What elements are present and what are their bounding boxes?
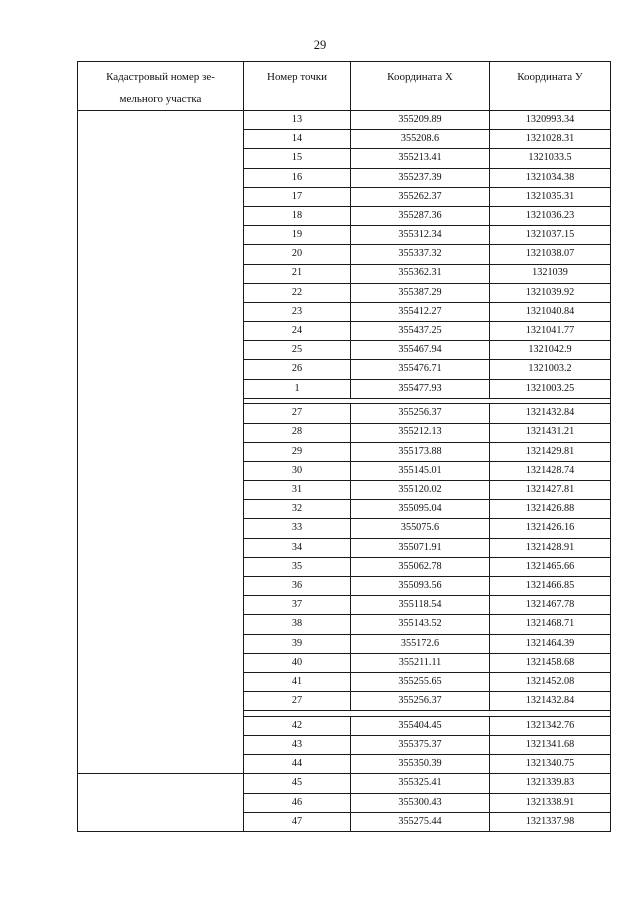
coordinate-y-cell: 1321036.23 xyxy=(490,206,611,225)
point-number-cell: 13 xyxy=(244,111,351,130)
coordinate-y-cell: 1321342.76 xyxy=(490,716,611,735)
coordinate-y-cell: 1321427.81 xyxy=(490,481,611,500)
coordinate-y-cell: 1321339.83 xyxy=(490,774,611,793)
point-number-cell: 42 xyxy=(244,716,351,735)
coordinate-x-cell: 355172.6 xyxy=(351,634,490,653)
coordinate-y-cell: 1321426.88 xyxy=(490,500,611,519)
coordinate-x-cell: 355062.78 xyxy=(351,557,490,576)
page-number: 29 xyxy=(313,38,327,52)
coordinate-x-cell: 355375.37 xyxy=(351,736,490,755)
coordinate-x-cell: 355212.13 xyxy=(351,423,490,442)
coordinate-x-cell: 355093.56 xyxy=(351,577,490,596)
coordinate-y-cell: 1321338.91 xyxy=(490,793,611,812)
header-point-number: Номер точки xyxy=(244,62,351,111)
coordinate-x-cell: 355213.41 xyxy=(351,149,490,168)
point-number-cell: 47 xyxy=(244,812,351,831)
table-header-row xyxy=(78,62,611,111)
coordinate-y-cell: 1321428.74 xyxy=(490,461,611,480)
point-number-cell: 37 xyxy=(244,596,351,615)
coordinates-table xyxy=(77,61,611,832)
coordinate-y-cell: 1321037.15 xyxy=(490,226,611,245)
coordinate-x-cell: 355404.45 xyxy=(351,716,490,735)
table-body xyxy=(78,111,611,832)
point-number-cell: 24 xyxy=(244,322,351,341)
coordinate-x-cell: 355337.32 xyxy=(351,245,490,264)
coordinate-y-cell: 1321467.78 xyxy=(490,596,611,615)
coordinate-x-cell: 355145.01 xyxy=(351,461,490,480)
coordinate-x-cell: 355262.37 xyxy=(351,187,490,206)
coordinate-x-cell: 355300.43 xyxy=(351,793,490,812)
point-number-cell: 22 xyxy=(244,283,351,302)
coordinate-y-cell: 1321428.91 xyxy=(490,538,611,557)
point-number-cell: 33 xyxy=(244,519,351,538)
point-number-cell: 27 xyxy=(244,404,351,423)
coordinate-y-cell: 1321458.68 xyxy=(490,653,611,672)
coordinate-y-cell: 1321028.31 xyxy=(490,130,611,149)
coordinate-x-cell: 355255.65 xyxy=(351,672,490,691)
coordinate-y-cell: 1321033.5 xyxy=(490,149,611,168)
coordinate-y-cell: 1321432.84 xyxy=(490,692,611,711)
point-number-cell: 14 xyxy=(244,130,351,149)
coordinate-y-cell: 1321468.71 xyxy=(490,615,611,634)
point-number-cell: 16 xyxy=(244,168,351,187)
point-number-cell: 39 xyxy=(244,634,351,653)
coordinate-x-cell: 355312.34 xyxy=(351,226,490,245)
point-number-cell: 21 xyxy=(244,264,351,283)
coordinate-y-cell: 1321337.98 xyxy=(490,812,611,831)
point-number-cell: 38 xyxy=(244,615,351,634)
point-number-cell: 30 xyxy=(244,461,351,480)
coordinate-x-cell: 355071.91 xyxy=(351,538,490,557)
coordinate-y-cell: 1321038.07 xyxy=(490,245,611,264)
coordinate-x-cell: 355476.71 xyxy=(351,360,490,379)
coordinate-x-cell: 355362.31 xyxy=(351,264,490,283)
point-number-cell: 46 xyxy=(244,793,351,812)
coordinate-x-cell: 355437.25 xyxy=(351,322,490,341)
coordinate-y-cell: 1321431.21 xyxy=(490,423,611,442)
coordinate-y-cell: 1321034.38 xyxy=(490,168,611,187)
point-number-cell: 1 xyxy=(244,379,351,398)
header-cadastral-line1: Кадастровый номер зе- xyxy=(106,71,215,83)
point-number-cell: 40 xyxy=(244,653,351,672)
coordinate-x-cell: 355387.29 xyxy=(351,283,490,302)
coordinate-y-cell: 1321003.25 xyxy=(490,379,611,398)
table-row xyxy=(78,111,611,130)
coordinate-y-cell: 1320993.34 xyxy=(490,111,611,130)
coordinate-x-cell: 355209.89 xyxy=(351,111,490,130)
coordinate-x-cell: 355208.6 xyxy=(351,130,490,149)
point-number-cell: 34 xyxy=(244,538,351,557)
point-number-cell: 15 xyxy=(244,149,351,168)
coordinate-x-cell: 355143.52 xyxy=(351,615,490,634)
point-number-cell: 18 xyxy=(244,206,351,225)
coordinate-y-cell: 1321340.75 xyxy=(490,755,611,774)
coordinate-y-cell: 1321429.81 xyxy=(490,442,611,461)
point-number-cell: 36 xyxy=(244,577,351,596)
coordinate-x-cell: 355477.93 xyxy=(351,379,490,398)
coordinate-y-cell: 1321042.9 xyxy=(490,341,611,360)
coordinate-y-cell: 1321039.92 xyxy=(490,283,611,302)
coordinate-y-cell: 1321465.66 xyxy=(490,557,611,576)
coordinate-x-cell: 355075.6 xyxy=(351,519,490,538)
header-cadastral-line2: мельного участка xyxy=(119,93,202,105)
coordinate-x-cell: 355095.04 xyxy=(351,500,490,519)
cadastral-number-cell xyxy=(78,111,244,774)
point-number-cell: 32 xyxy=(244,500,351,519)
coordinate-x-cell: 355256.37 xyxy=(351,404,490,423)
header-coordinate-y: Координата У xyxy=(490,62,611,111)
point-number-cell: 19 xyxy=(244,226,351,245)
point-number-cell: 23 xyxy=(244,302,351,321)
coordinate-x-cell: 355120.02 xyxy=(351,481,490,500)
table-row xyxy=(78,774,611,793)
point-number-cell: 27 xyxy=(244,692,351,711)
coordinate-x-cell: 355173.88 xyxy=(351,442,490,461)
point-number-cell: 35 xyxy=(244,557,351,576)
coordinate-x-cell: 355350.39 xyxy=(351,755,490,774)
coordinate-x-cell: 355118.54 xyxy=(351,596,490,615)
coordinate-y-cell: 1321039 xyxy=(490,264,611,283)
coordinate-y-cell: 1321466.85 xyxy=(490,577,611,596)
header-coordinate-x: Координата X xyxy=(351,62,490,111)
point-number-cell: 25 xyxy=(244,341,351,360)
point-number-cell: 44 xyxy=(244,755,351,774)
coordinate-y-cell: 1321464.39 xyxy=(490,634,611,653)
header-cadastral-number xyxy=(78,62,244,111)
coordinate-x-cell: 355237.39 xyxy=(351,168,490,187)
coordinate-y-cell: 1321341.68 xyxy=(490,736,611,755)
coordinate-y-cell: 1321452.08 xyxy=(490,672,611,691)
point-number-cell: 43 xyxy=(244,736,351,755)
coordinate-x-cell: 355467.94 xyxy=(351,341,490,360)
point-number-cell: 41 xyxy=(244,672,351,691)
point-number-cell: 20 xyxy=(244,245,351,264)
coordinate-x-cell: 355256.37 xyxy=(351,692,490,711)
coordinate-y-cell: 1321432.84 xyxy=(490,404,611,423)
coordinate-x-cell: 355412.27 xyxy=(351,302,490,321)
point-number-cell: 17 xyxy=(244,187,351,206)
cadastral-number-cell xyxy=(78,774,244,832)
point-number-cell: 26 xyxy=(244,360,351,379)
point-number-cell: 29 xyxy=(244,442,351,461)
point-number-cell: 45 xyxy=(244,774,351,793)
coordinate-x-cell: 355275.44 xyxy=(351,812,490,831)
point-number-cell: 28 xyxy=(244,423,351,442)
coordinate-x-cell: 355325.41 xyxy=(351,774,490,793)
coordinate-x-cell: 355287.36 xyxy=(351,206,490,225)
coordinate-y-cell: 1321040.84 xyxy=(490,302,611,321)
coordinate-y-cell: 1321041.77 xyxy=(490,322,611,341)
point-number-cell: 31 xyxy=(244,481,351,500)
coordinate-y-cell: 1321035.31 xyxy=(490,187,611,206)
coordinate-x-cell: 355211.11 xyxy=(351,653,490,672)
coordinate-y-cell: 1321003.2 xyxy=(490,360,611,379)
coordinate-y-cell: 1321426.16 xyxy=(490,519,611,538)
